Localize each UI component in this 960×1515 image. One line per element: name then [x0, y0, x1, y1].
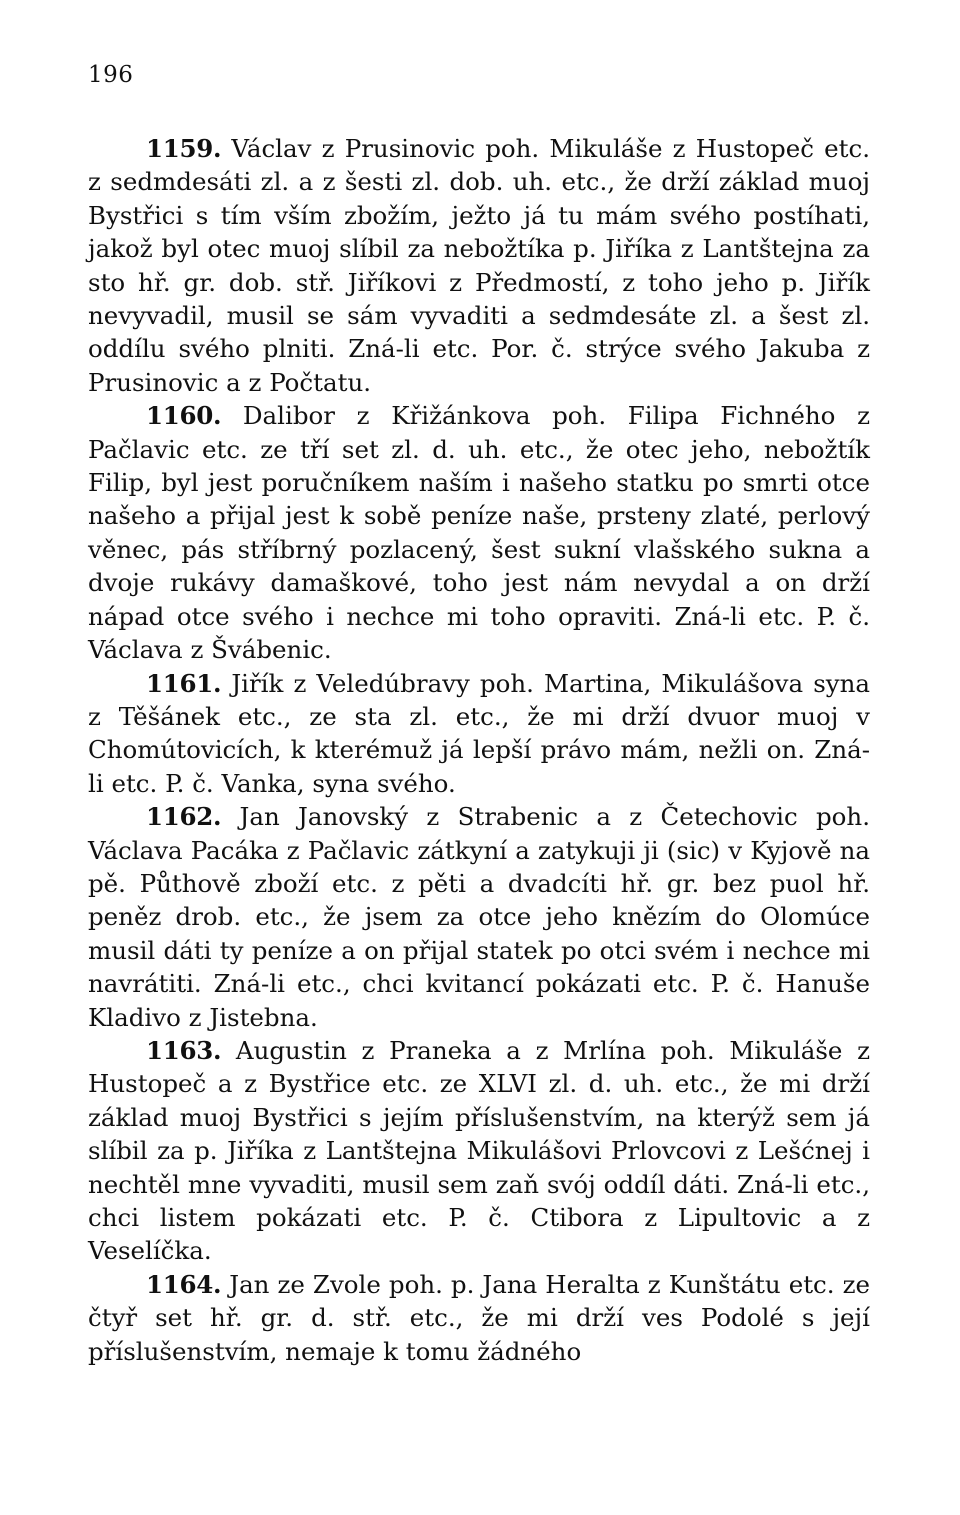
entry-1162 — [88, 800, 870, 1034]
entry-1161 — [88, 667, 870, 801]
entry-1164 — [88, 1268, 870, 1368]
entry-number: 1162. — [146, 802, 222, 832]
entry-number: 1163. — [146, 1035, 222, 1065]
entry-number: 1164. — [146, 1269, 222, 1299]
entry-text: Jiřík z Veledúbravy poh. Martina, Mikulášova syna z Těšánek etc., ze sta zl. etc., že mi drží dvuor muoj v Chomútovicích, k kterémuž já lepší právo mám, nežli on. Zná-li etc. P. č. Vanka, syna svého. — [88, 668, 870, 798]
entry-1163 — [88, 1034, 870, 1268]
entry-text: Václav z Prusinovic poh. Mikuláše z Hustopeč etc. z sedmdesáti zl. a z šesti zl. dob. uh. etc., že drží základ muoj Bystřici s tím vším zbožím, ježto já tu mám svého postíhati, jakož byl otec muoj slíbil za nebožtíka p. Jiříka z Lantštejna za sto hř. gr. dob. stř. Jiříkovi z Předmostí, z toho jeho p. Jiřík nevyvadil, musil se sám vyvaditi a sedmdesáte zl. a šest zl. oddílu svého plniti. Zná-li etc. Por. č. strýce svého Jakuba z Prusinovic a z Počtatu. — [88, 134, 870, 397]
entry-1159 — [88, 132, 870, 399]
entry-text: Dalibor z Křižánkova poh. Filipa Fichného z Pačlavic etc. ze tří set zl. d. uh. etc., že otec jeho, nebožtík Filip, byl jest poručníkem naším i našeho statku po smrti otce našeho a přijal jest k sobě peníze naše, prsteny zlaté, perlový věnec, pás stříbrný pozlacený, šest sukní vlašského sukna a dvoje rukávy damaškové, toho jest nám nevydal a on drží nápad otce svého i nechce mi toho opraviti. Zná-li etc. P. č. Václava z Švábenic. — [88, 401, 870, 665]
entry-text: Jan Janovský z Strabenic a z Četechovic poh. Václava Pacáka z Pačlavic zátkyní a zatykuji ji (sic) v Kyjově na pě. Půthově zboží etc. z pěti a dvadcíti hř. gr. bez puol hř. peněz drob. etc., že jsem za otce jeho knězím do Olomúce musil dáti ty peníze a on přijal statek po otci svém i nechce mi navrátiti. Zná-li etc., chci kvitancí pokázati etc. P. č. Hanuše Kladivo z Jistebna. — [88, 802, 870, 1032]
entry-text: Jan ze Zvole poh. p. Jana Heralta z Kunštátu etc. ze čtyř set hř. gr. d. stř. etc., že mi drží ves Podolé s její příslušenstvím, nemaje k tomu žádného — [88, 1269, 870, 1366]
entry-number: 1159. — [146, 134, 222, 163]
entry-1160 — [88, 399, 870, 666]
page-number: 196 — [88, 62, 134, 88]
entry-text: Augustin z Praneka a z Mrlína poh. Mikuláše z Hustopeč a z Bystřice etc. ze XLVI zl. d. uh. etc., že mi drží základ muoj Bystřici s jejím příslušenstvím, na kterýž sem já slíbil za p. Jiříka z Lantštejna Mikulášovi Prlovcovi z Lešćnej i nechtěl mne vyvaditi, musil sem zaň svój oddíl dáti. Zná-li etc., chci listem pokázati etc. P. č. Ctibora z Lipultovic a z Veselíčka. — [88, 1035, 870, 1266]
entry-number: 1161. — [146, 668, 222, 698]
entry-number: 1160. — [146, 401, 222, 431]
document-page — [88, 60, 870, 1368]
